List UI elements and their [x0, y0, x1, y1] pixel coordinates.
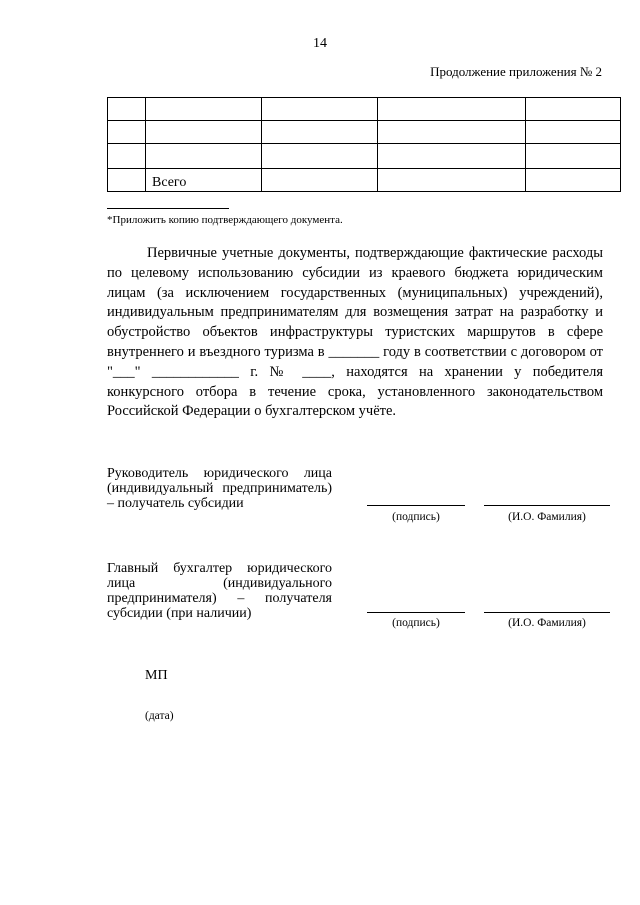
director-name-caption: (И.О. Фамилия) [508, 511, 586, 523]
table-cell [378, 169, 526, 192]
accountant-signature-label: Главный бухгалтер юридического лица (индивидуального предпринимателя) – получателя субсидии (при наличии) [107, 561, 332, 621]
table-cell [108, 169, 146, 192]
table-cell [146, 144, 262, 169]
expenses-table [107, 97, 621, 192]
body-paragraph: Первичные учетные документы, подтверждающие фактические расходы по целевому использованию субсидии из краевого бюджета юридическим лицам (за исключением государственных (муниципальных) учреждений), индивидуальным предпринимателям для возмещения затрат на разработку и обустройство объектов инфраструктуры туристских маршрутов в сфере внутреннего и въездного туризма в _______ году в соответствии с договором от "___" ____________ г. № ____, находятся на хранении у победителя конкурсного отбора в течение срока, установленного законодательством Российской Федерации о бухгалтерском учёте. [107, 245, 603, 420]
table-cell [378, 98, 526, 121]
table-cell [108, 121, 146, 144]
accountant-signature-caption: (подпись) [392, 617, 440, 629]
page-number: 14 [313, 36, 327, 51]
director-signature-line [367, 505, 465, 506]
director-signature-label: Руководитель юридического лица (индивидуальный предприниматель) – получатель субсидии [107, 466, 332, 511]
footnote-divider [107, 208, 229, 209]
table-row-total [108, 169, 621, 192]
table-cell [378, 121, 526, 144]
total-label: Всего [146, 169, 262, 192]
footnote: *Приложить копию подтверждающего документа. [107, 214, 343, 226]
table-cell [526, 121, 621, 144]
table-cell [262, 121, 378, 144]
table-cell [146, 121, 262, 144]
table-cell [526, 98, 621, 121]
table-cell [526, 169, 621, 192]
appendix-continuation-note: Продолжение приложения № 2 [430, 64, 602, 79]
table-row [108, 144, 621, 169]
table-cell [378, 144, 526, 169]
table-cell [262, 144, 378, 169]
table-cell [108, 98, 146, 121]
table-cell [526, 144, 621, 169]
table-cell [108, 144, 146, 169]
table-cell [262, 169, 378, 192]
table-cell [262, 98, 378, 121]
table-row [108, 98, 621, 121]
table-cell [146, 98, 262, 121]
stamp-placeholder: МП [145, 668, 168, 683]
accountant-name-line [484, 612, 610, 613]
accountant-name-caption: (И.О. Фамилия) [508, 617, 586, 629]
table-row [108, 121, 621, 144]
director-name-line [484, 505, 610, 506]
director-signature-caption: (подпись) [392, 511, 440, 523]
date-caption: (дата) [145, 710, 174, 722]
accountant-signature-line [367, 612, 465, 613]
